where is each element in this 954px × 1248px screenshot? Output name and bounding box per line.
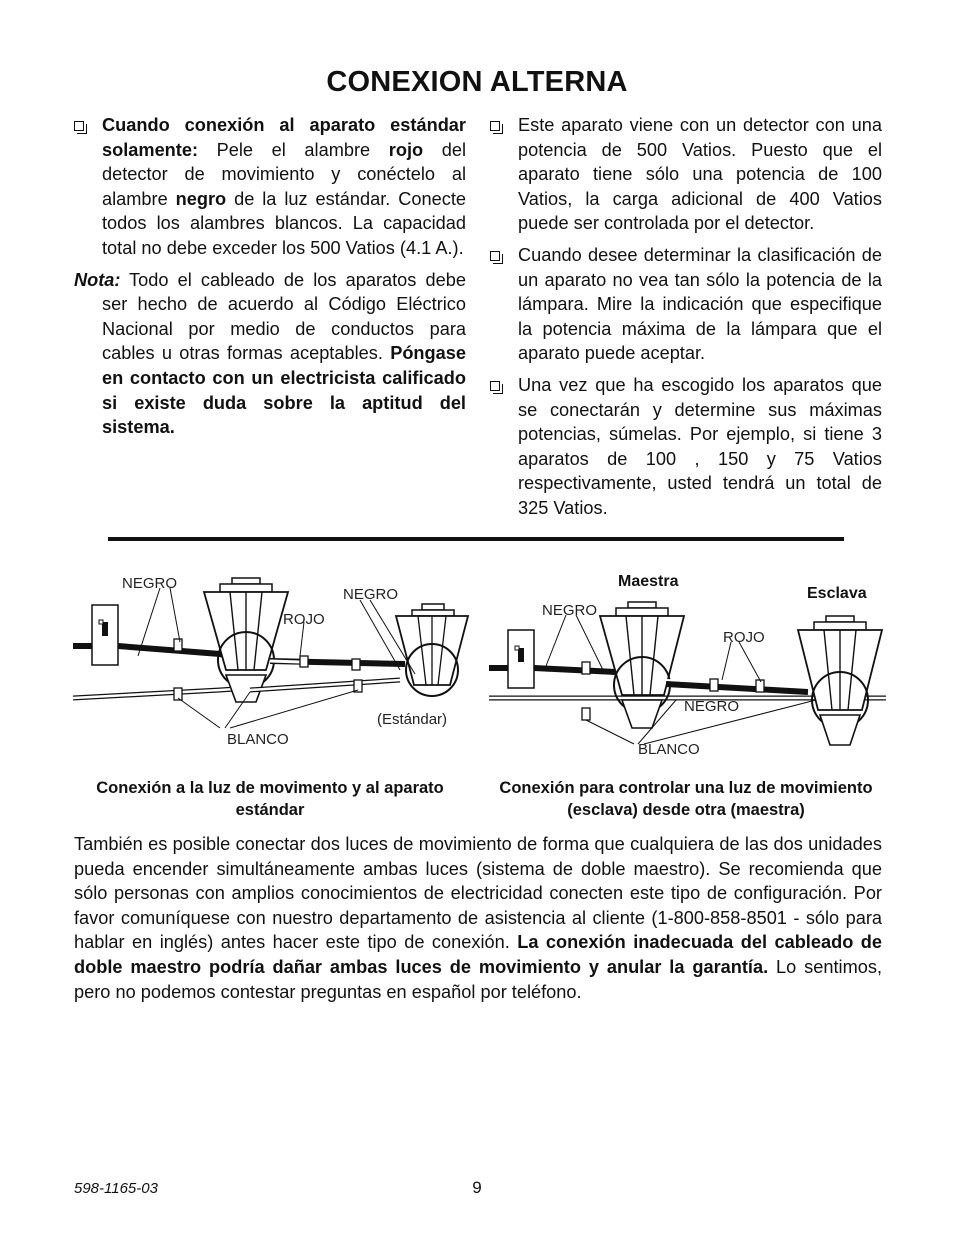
master-motion-light-icon — [600, 602, 684, 728]
item-bold-word: negro — [175, 188, 227, 209]
right-bullet-item — [490, 113, 882, 236]
label-maestra: Maestra — [618, 573, 679, 590]
standard-light-fixture-icon — [396, 604, 468, 696]
item-bold-word: rojo — [388, 139, 424, 160]
label-negro: NEGRO — [684, 698, 740, 715]
item-text: Pele el alambre — [198, 139, 389, 160]
right-bullet-item — [490, 243, 882, 366]
wall-switch-icon — [508, 630, 534, 688]
checkbox-bullet-icon — [490, 381, 500, 391]
wiring-diagram-standard — [70, 560, 470, 760]
left-bullet-item — [74, 113, 466, 261]
wall-switch-icon — [92, 605, 118, 665]
checkbox-bullet-icon — [490, 121, 500, 131]
item-text: Cuando desee determinar la clasificación de un aparato no vea tan sólo la potencia de la lámpara. Mire la indicación que especifique la potencia máxima de la lámpara que el aparato puede aceptar. — [518, 244, 882, 364]
caption-right: Conexión para controlar una luz de movimiento (esclava) desde otra (maestra) — [499, 779, 873, 819]
label-rojo: ROJO — [723, 629, 765, 646]
paragraph-text: También es posible conectar dos luces de movimiento de forma que cualquiera de las dos unidades pueda encender simultáneamente ambas luces (sistema de doble maestro). Se recomienda que sólo personas con amplios conocimientos de electricidad conecten este tipo de configuración. Por favor comuníquese con nuestro departamento de asistencia al cliente (1-800-858-8501 - sólo para hablar en inglés) antes hacer este tipo de conexión. — [74, 834, 882, 953]
label-blanco: BLANCO — [638, 741, 700, 758]
label-blanco: BLANCO — [227, 731, 289, 748]
label-rojo: ROJO — [283, 611, 325, 628]
paragraph-warning: La conexión inadecuada del cableado de doble maestro podría dañar ambas luces de movimiento y anular la garantía. — [74, 932, 882, 977]
paragraph-text: Lo sentimos, pero no podemos contestar preguntas en español por teléfono. — [74, 956, 882, 1002]
label-negro: NEGRO — [542, 602, 598, 619]
slave-motion-light-icon — [798, 616, 882, 745]
right-column — [490, 113, 882, 528]
checkbox-bullet-icon — [74, 121, 84, 131]
item-text: de la luz estándar. Conecte todos los alambres blancos. La capacidad total no debe exceder los 500 Vatios (4.1 A.). — [102, 188, 466, 258]
caption-left: Conexión a la luz de movimento y al aparato estándar — [96, 779, 444, 819]
right-bullet-item — [490, 373, 882, 521]
page-number: 9 — [472, 1178, 482, 1197]
item-text: Este aparato viene con un detector con una potencia de 500 Vatios. Puesto que el aparato tiene sólo una potencia de 100 Vatios, la carga adicional de 400 Vatios puede ser controlada por el detector. — [518, 115, 882, 234]
closing-paragraph — [74, 832, 882, 1004]
label-estandar: (Estándar) — [377, 711, 448, 728]
label-negro: NEGRO — [343, 586, 399, 603]
checkbox-bullet-icon — [490, 251, 500, 261]
left-column — [74, 113, 466, 440]
item-text: del detector de movimiento y conéctelo al alambre — [102, 139, 466, 209]
note-text: Todo el cableado de los aparatos debe ser hecho de acuerdo al Código Eléctrico Nacional por medio de conductos para cables u otras formas aceptables. — [102, 269, 466, 364]
wiring-diagram-master-slave — [486, 560, 886, 760]
label-negro: NEGRO — [122, 575, 178, 592]
label-esclava: Esclava — [807, 585, 867, 602]
motion-light-fixture-icon — [204, 578, 288, 702]
note-bold-text: Póngase en contacto con un electricista calificado si existe duda sobre la aptitud del sistema. — [102, 343, 466, 438]
item-text: Una vez que ha escogido los aparatos que se conectarán y determine sus máximas potencias, súmelas. Por ejemplo, si tiene 3 aparatos de 100 , 150 y 75 Vatios respectivamente, usted tendrá un total de 325 Vatios. — [518, 374, 882, 518]
page-title: CONEXION ALTERNA — [326, 66, 628, 98]
note-label: Nota: — [74, 269, 121, 290]
item-bold-lead: Cuando conexión al aparato estándar solamente: — [102, 115, 466, 160]
note-block — [74, 268, 466, 440]
section-divider — [108, 537, 844, 541]
document-code: 598-1165-03 — [74, 1180, 158, 1197]
